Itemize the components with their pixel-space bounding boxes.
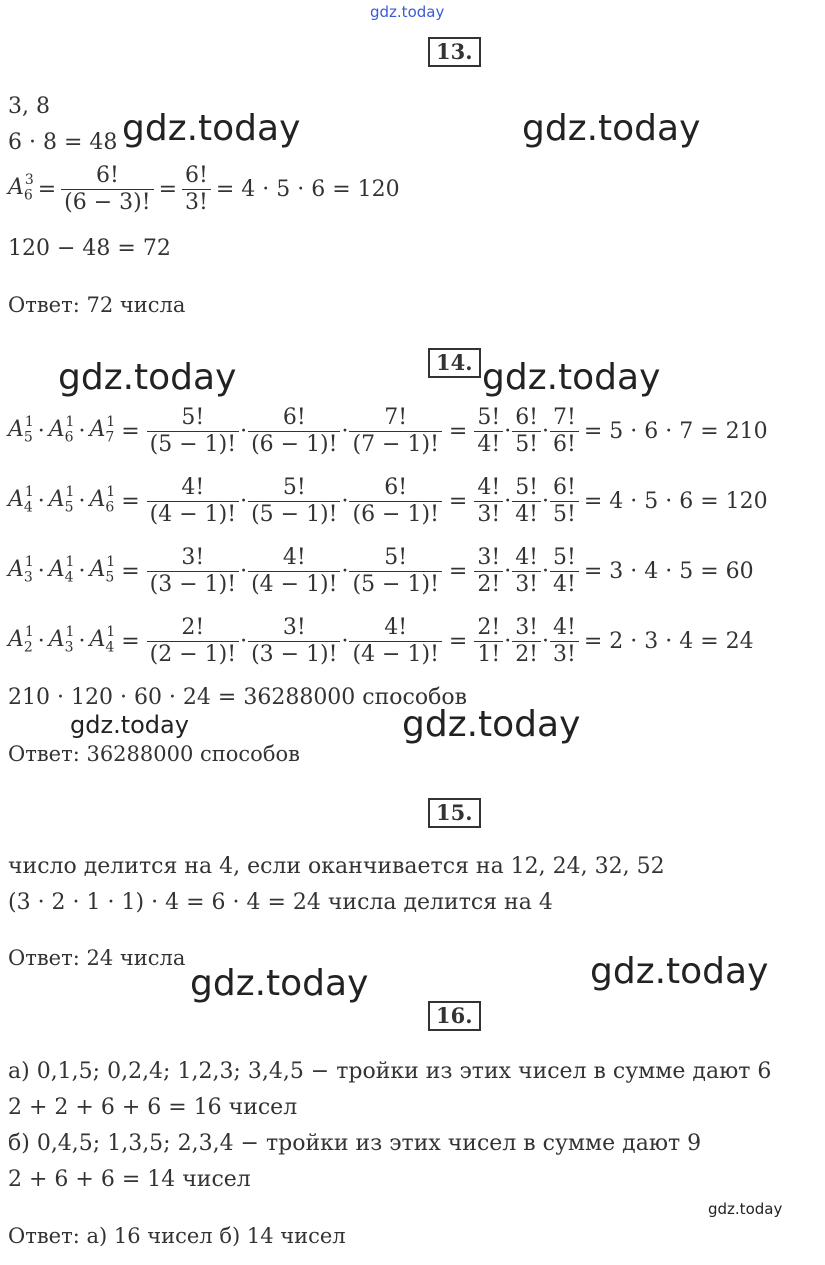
- task-16-number: 16.: [428, 1001, 481, 1031]
- task-16-line-1: а) 0,1,5; 0,2,4; 1,2,3; 3,4,5 − тройки из этих чисел в сумме дают 6: [8, 1059, 772, 1084]
- arrangement-symbol: $A_4$: [89, 627, 115, 656]
- task-16-line-2: 2 + 2 + 6 + 6 = 16 чисел: [8, 1095, 298, 1120]
- fraction: $\frac{5!}{(5 - 1)!}$: [147, 405, 239, 458]
- fraction: $\frac{5!}{4!}$: [550, 545, 579, 598]
- watermark: gdz.today: [122, 108, 301, 149]
- fraction: $\frac{5!}{4!}$: [474, 405, 503, 458]
- fraction: $\frac{5!}{(5 - 1)!}$: [349, 545, 441, 598]
- task-13-number: 13.: [428, 37, 481, 67]
- arrangement-symbol: $A_6$: [48, 417, 74, 446]
- fraction: $\frac{3!}{(3 - 1)!}$: [248, 615, 340, 668]
- arrangement-symbol: $A_2$: [8, 627, 33, 656]
- fraction: $\frac{4!}{3!}$: [512, 545, 541, 598]
- task-15-answer: Ответ: 24 числа: [8, 946, 186, 970]
- task-14-product: 210 · 120 · 60 · 24 = 36288000 способов: [8, 685, 467, 710]
- watermark: gdz.today: [708, 1200, 783, 1218]
- task-14-number: 14.: [428, 348, 481, 378]
- arrangement-symbol: $A_7$: [89, 417, 115, 446]
- fraction: $\frac{2!}{(2 - 1)!}$: [147, 615, 239, 668]
- arrangement-symbol: $A_4$: [8, 487, 33, 516]
- arrangement-symbol: $A_5$: [48, 487, 74, 516]
- header-watermark: gdz.today: [370, 3, 445, 21]
- fraction: $\frac{5!}{(5 - 1)!}$: [248, 475, 340, 528]
- fraction: $\frac{4!}{3!}$: [474, 475, 503, 528]
- arrangement-symbol: $A_6$: [8, 175, 33, 204]
- fraction: $\frac{3!}{2!}$: [474, 545, 503, 598]
- fraction: $\frac{6!}{(6 - 1)!}$: [349, 475, 441, 528]
- fraction: $\frac{5!}{4!}$: [512, 475, 541, 528]
- task-13-formula: $A_6$ $^3$ = $\frac{6!}{(6 - 3)!}$ = $\frac{6!}{3!}$ = 4 · 5 · 6 = 120: [8, 163, 400, 215]
- arrangement-sup: 3: [24, 171, 34, 188]
- task-14-equation-row: $A_4$ $^1$ · $A_5$ $^1$ · $A_6$ $^1$ = $\frac{4!}{(4 - 1)!}$ · $\frac{5!}{(5 - 1)!}$ · $\frac{6!}{(6 - 1)!}$ = $\frac{4!}{3!}$ · $\frac{5!}{4!}$ · $\frac{6!}{5!}$ = 4 · 5 · 6 = 120: [8, 475, 768, 527]
- task-16-line-3: б) 0,4,5; 1,3,5; 2,3,4 − тройки из этих чисел в сумме дают 9: [8, 1131, 702, 1156]
- task-13-answer: Ответ: 72 числа: [8, 293, 186, 317]
- watermark: gdz.today: [590, 951, 769, 992]
- fraction: $\frac{6!}{5!}$: [550, 475, 579, 528]
- task-15-line-1: число делится на 4, если оканчивается на 12, 24, 32, 52: [8, 854, 665, 879]
- arrangement-symbol: $A_3$: [48, 627, 74, 656]
- watermark: gdz.today: [190, 963, 369, 1004]
- arrangement-symbol: $A_3$: [8, 557, 33, 586]
- task-14-equation-row: $A_3$ $^1$ · $A_4$ $^1$ · $A_5$ $^1$ = $\frac{3!}{(3 - 1)!}$ · $\frac{4!}{(4 - 1)!}$ · $\frac{5!}{(5 - 1)!}$ = $\frac{3!}{2!}$ · $\frac{4!}{3!}$ · $\frac{5!}{4!}$ = 3 · 4 · 5 = 60: [8, 545, 754, 597]
- watermark: gdz.today: [402, 704, 581, 745]
- task-14-answer: Ответ: 36288000 способов: [8, 742, 300, 766]
- fraction: $\frac{4!}{(4 - 1)!}$: [349, 615, 441, 668]
- task-15-line-2: (3 · 2 · 1 · 1) · 4 = 6 · 4 = 24 числа делится на 4: [8, 890, 553, 915]
- task-14-equation-row: $A_5$ $^1$ · $A_6$ $^1$ · $A_7$ $^1$ = $\frac{5!}{(5 - 1)!}$ · $\frac{6!}{(6 - 1)!}$ · $\frac{7!}{(7 - 1)!}$ = $\frac{5!}{4!}$ · $\frac{6!}{5!}$ · $\frac{7!}{6!}$ = 5 · 6 · 7 = 210: [8, 405, 768, 457]
- fraction: $\frac{3!}{(3 - 1)!}$: [147, 545, 239, 598]
- task-15-number: 15.: [428, 798, 481, 828]
- task-16-answer: Ответ: а) 16 чисел б) 14 чисел: [8, 1224, 346, 1248]
- fraction: $\frac{4!}{3!}$: [550, 615, 579, 668]
- task-16-line-4: 2 + 6 + 6 = 14 чисел: [8, 1167, 251, 1192]
- task-13-line-2: 6 · 8 = 48: [8, 130, 118, 155]
- watermark: gdz.today: [482, 357, 661, 398]
- fraction: $\frac{6!}{5!}$: [512, 405, 541, 458]
- fraction: $\frac{6!}{3!}$: [182, 163, 211, 216]
- task-13-line-1: 3, 8: [8, 94, 50, 119]
- task-14-equation-row: $A_2$ $^1$ · $A_3$ $^1$ · $A_4$ $^1$ = $\frac{2!}{(2 - 1)!}$ · $\frac{3!}{(3 - 1)!}$ · $\frac{4!}{(4 - 1)!}$ = $\frac{2!}{1!}$ · $\frac{3!}{2!}$ · $\frac{4!}{3!}$ = 2 · 3 · 4 = 24: [8, 615, 754, 667]
- fraction: $\frac{2!}{1!}$: [474, 615, 503, 668]
- watermark: gdz.today: [70, 711, 189, 739]
- fraction: $\frac{6!}{(6 - 1)!}$: [248, 405, 340, 458]
- fraction: $\frac{4!}{(4 - 1)!}$: [248, 545, 340, 598]
- fraction: $\frac{6!}{(6 - 3)!}$: [61, 163, 153, 216]
- arrangement-symbol: $A_5$: [89, 557, 115, 586]
- fraction: $\frac{7!}{(7 - 1)!}$: [349, 405, 441, 458]
- fraction: $\frac{7!}{6!}$: [550, 405, 579, 458]
- fraction: $\frac{3!}{2!}$: [512, 615, 541, 668]
- arrangement-symbol: $A_5$: [8, 417, 33, 446]
- task-13-line-4: 120 − 48 = 72: [8, 236, 171, 261]
- fraction: $\frac{4!}{(4 - 1)!}$: [147, 475, 239, 528]
- arrangement-symbol: $A_6$: [89, 487, 115, 516]
- watermark: gdz.today: [58, 357, 237, 398]
- arrangement-symbol: $A_4$: [48, 557, 74, 586]
- watermark: gdz.today: [522, 108, 701, 149]
